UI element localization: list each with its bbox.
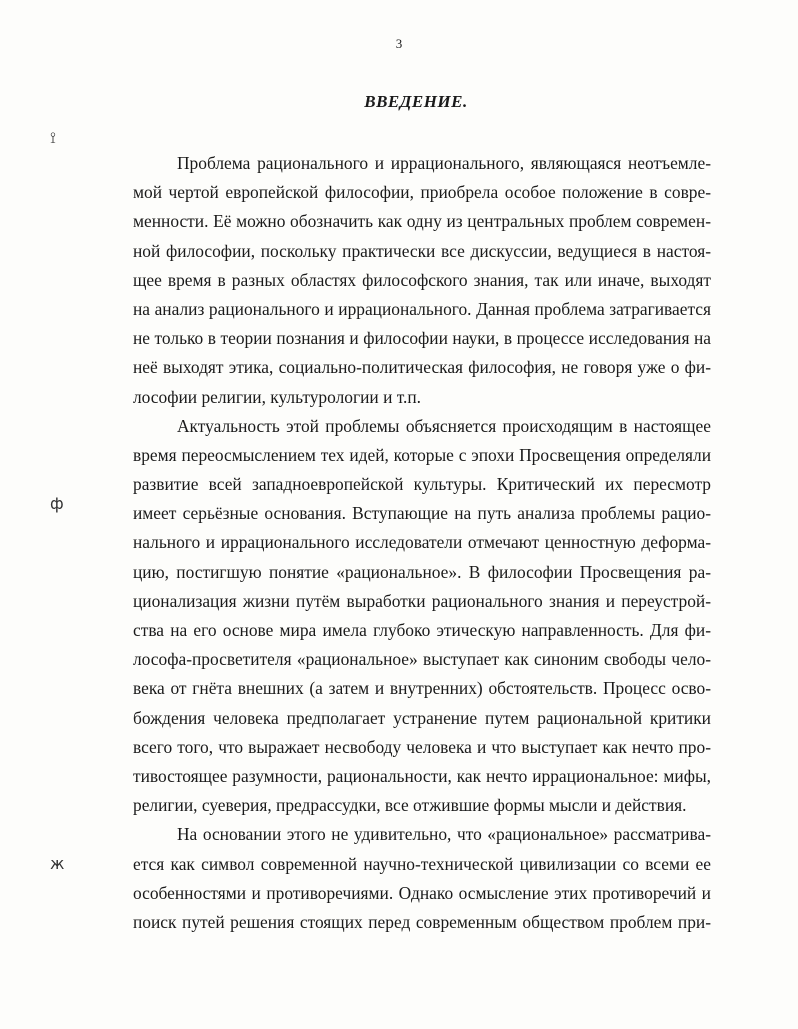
text-line: неё выходят этика, социально-политическая философия, не говоря уже о фи- [133,357,711,378]
text-line: ется как символ современной научно-технической цивилизации со всеми ее [133,853,711,874]
margin-mark: ⟟ [50,128,56,147]
paragraph [133,412,711,821]
text-line: бождения человека предполагает устранение путем рациональной критики [133,707,711,728]
text-line: ционализация жизни путём выработки рационального знания и переустрой- [133,590,711,611]
text-line: не только в теории познания и философии науки, в процессе исследования на [133,328,711,349]
text-line: нального и иррационального исследователи отмечают ценностную деформа- [133,532,711,553]
text-line: лософии религии, культурологии и т.п. [133,386,422,407]
paragraph [133,820,711,937]
text-line: время переосмыслением тех идей, которые с эпохи Просвещения определяли [133,444,711,465]
text-line: Актуальность этой проблемы объясняется происходящим в настоящее [177,415,711,436]
page-title: ВВЕДЕНИЕ. [364,92,468,111]
text-line: менности. Её можно обозначить как одну из центральных проблем современ- [133,211,711,232]
text-line: на анализ рационального и иррационального. Данная проблема затрагивается [133,298,711,319]
text-line: тивостоящее разумности, рациональности, как нечто иррациональное: мифы, [133,765,711,786]
text-line: религии, суеверия, предрассудки, все отжившие формы мысли и действия. [133,795,687,816]
text-line: Проблема рационального и иррационального, являющаяся неотъемле- [177,153,711,173]
text-line: имеет серьёзные основания. Вступающие на путь анализа проблемы рацио- [133,503,711,524]
text-line: На основании этого не удивительно, что «рациональное» рассматрива- [177,824,711,845]
margin-mark: ж [50,854,65,873]
body-text [133,149,711,937]
text-line: всего того, что выражает несвободу человека и что выступает как нечто про- [133,736,711,757]
text-line: ной философии, поскольку практически все дискуссии, ведущиеся в настоя- [133,240,711,261]
text-line: мой чертой европейской философии, приобрела особое положение в совре- [133,182,711,203]
text-line: ства на его основе мира имела глубоко этическую направленность. Для фи- [133,620,711,640]
text-line: цию, постигшую понятие «рациональное». В философии Просвещения ра- [133,561,711,582]
text-line: развитие всей западноевропейской культуры. Критический их пересмотр [133,474,711,495]
page-number: 3 [395,36,403,51]
text-line: щее время в разных областях философского знания, так или иначе, выходят [133,269,711,290]
text-line: поиск путей решения стоящих перед современным обществом проблем при- [133,911,711,932]
text-line: лософа-просветителя «рациональное» выступает как синоним свободы чело- [133,649,711,670]
text-line: века от гнёта внешних (а затем и внутренних) обстоятельств. Процесс осво- [133,678,711,699]
text-line: особенностями и противоречиями. Однако осмысление этих противоречий и [133,882,711,903]
paragraph [133,149,711,412]
margin-mark: ф [50,494,64,513]
